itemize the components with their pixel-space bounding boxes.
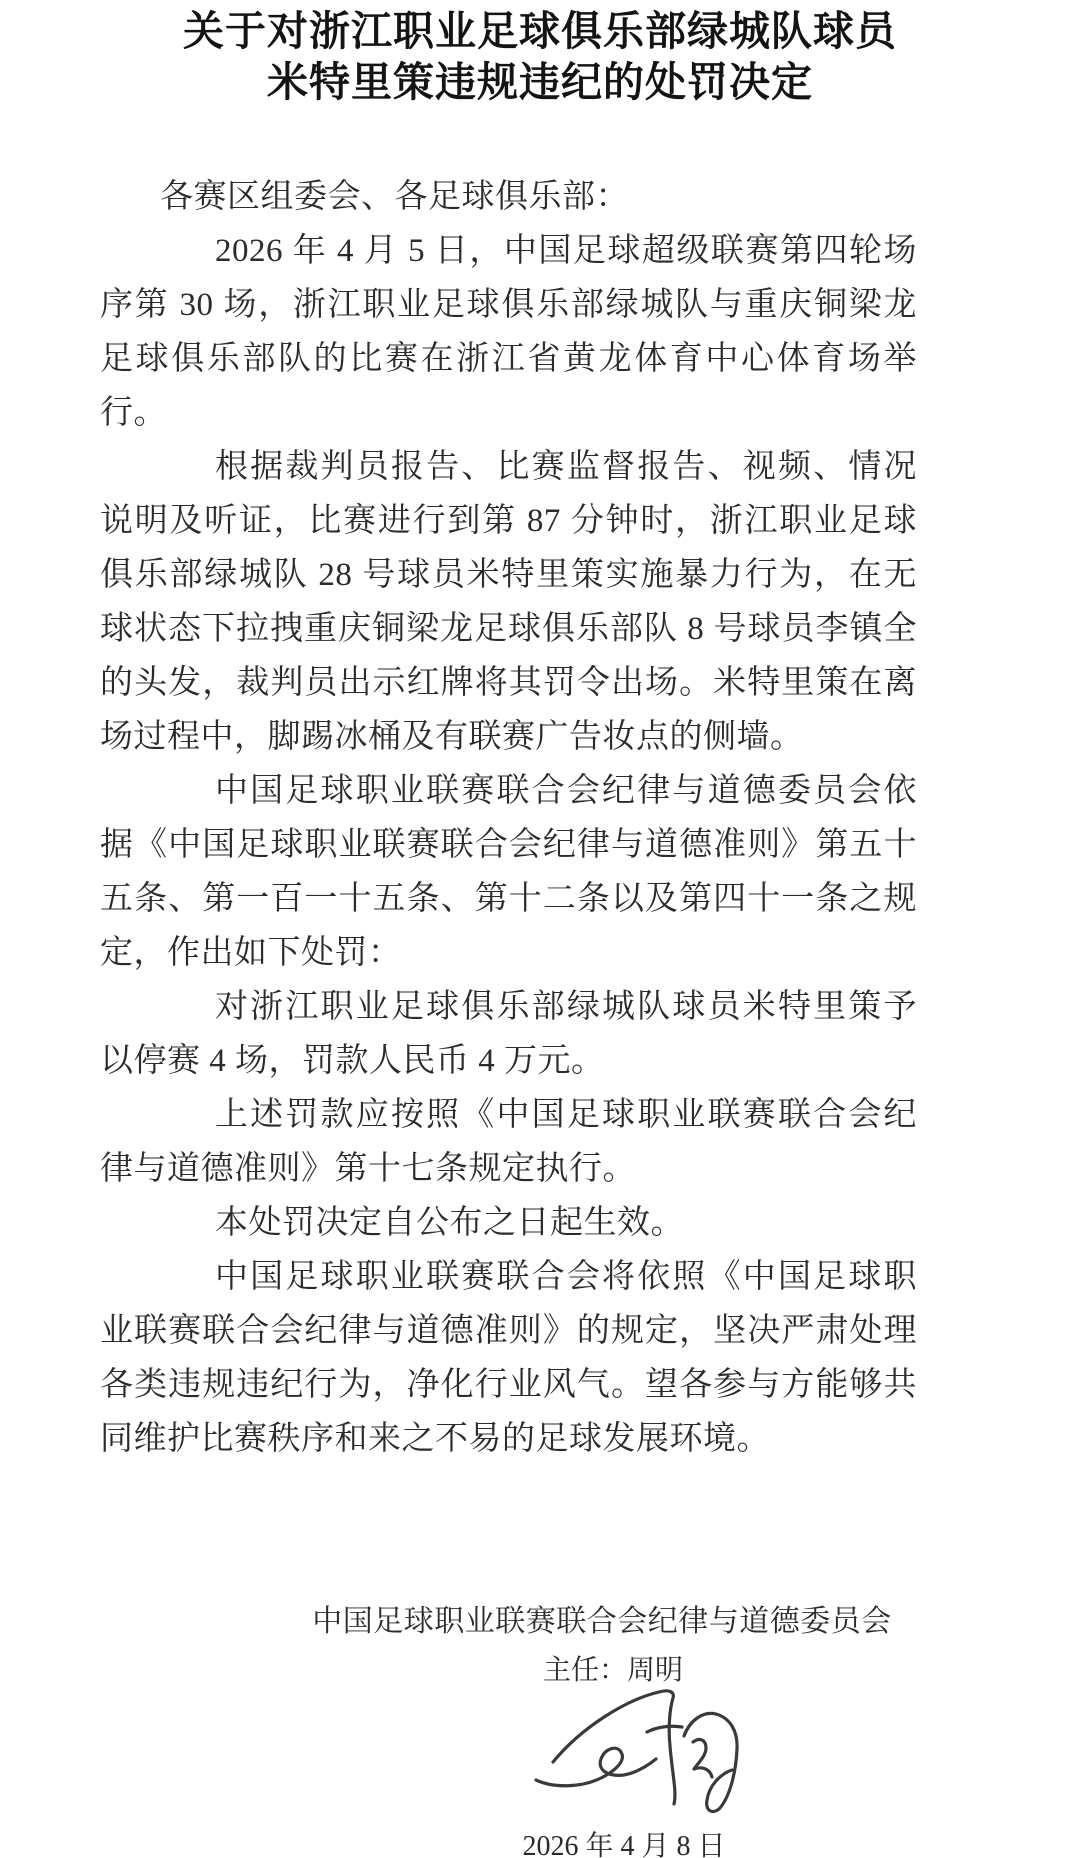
handwritten-signature-icon xyxy=(533,1682,751,1824)
signature-signer-title: 主任：周明 xyxy=(542,1655,683,1686)
salutation: 各赛区组委会、各足球俱乐部： xyxy=(160,179,629,215)
signature-date: 2026 年 4 月 8 日 xyxy=(522,1831,726,1858)
body-paragraph-6: 本处罚决定自公布之日起生效。 xyxy=(215,1205,684,1241)
body-paragraph-3: 中国足球职业联赛联合会纪律与道德委员会依据《中国足球职业联赛联合会纪律与道德准则》第五十五条、第一百一十五条、第十二条以及第四十一条之规定，作出如下处罚： xyxy=(100,773,917,971)
body-paragraph-5: 上述罚款应按照《中国足球职业联赛联合会纪律与道德准则》第十七条规定执行。 xyxy=(100,1097,917,1187)
body-paragraph-4: 对浙江职业足球俱乐部绿城队球员米特里策予以停赛 4 场，罚款人民币 4 万元。 xyxy=(100,989,917,1079)
signature-committee-name: 中国足球职业联赛联合会纪律与道德委员会 xyxy=(312,1605,892,1638)
body-paragraph-7: 中国足球职业联赛联合会将依照《中国足球职业联赛联合会纪律与道德准则》的规定，坚决严肃处理各类违规违纪行为，净化行业风气。望各参与方能够共同维护比赛秩序和来之不易的足球发展环境。 xyxy=(100,1259,917,1457)
document-title xyxy=(0,0,1080,108)
document-title-line1: 关于对浙江职业足球俱乐部绿城队球员 xyxy=(183,8,897,54)
document-body xyxy=(100,170,917,1466)
body-paragraph-1: 2026 年 4 月 5 日，中国足球超级联赛第四轮场序第 30 场，浙江职业足球俱乐部绿城队与重庆铜梁龙足球俱乐部队的比赛在浙江省黄龙体育中心体育场举行。 xyxy=(100,233,917,431)
body-paragraph-2: 根据裁判员报告、比赛监督报告、视频、情况说明及听证，比赛进行到第 87 分钟时，浙江职业足球俱乐部绿城队 28 号球员米特里策实施暴力行为，在无球状态下拉拽重庆铜梁龙足球俱乐部队 8 号球员李镇全的头发，裁判员出示红牌将其罚令出场。米特里策在离场过程中，脚踢冰桶及有联赛广告妆点的侧墙。 xyxy=(100,449,917,755)
document-title-line2: 米特里策违规违纪的处罚决定 xyxy=(267,59,813,105)
